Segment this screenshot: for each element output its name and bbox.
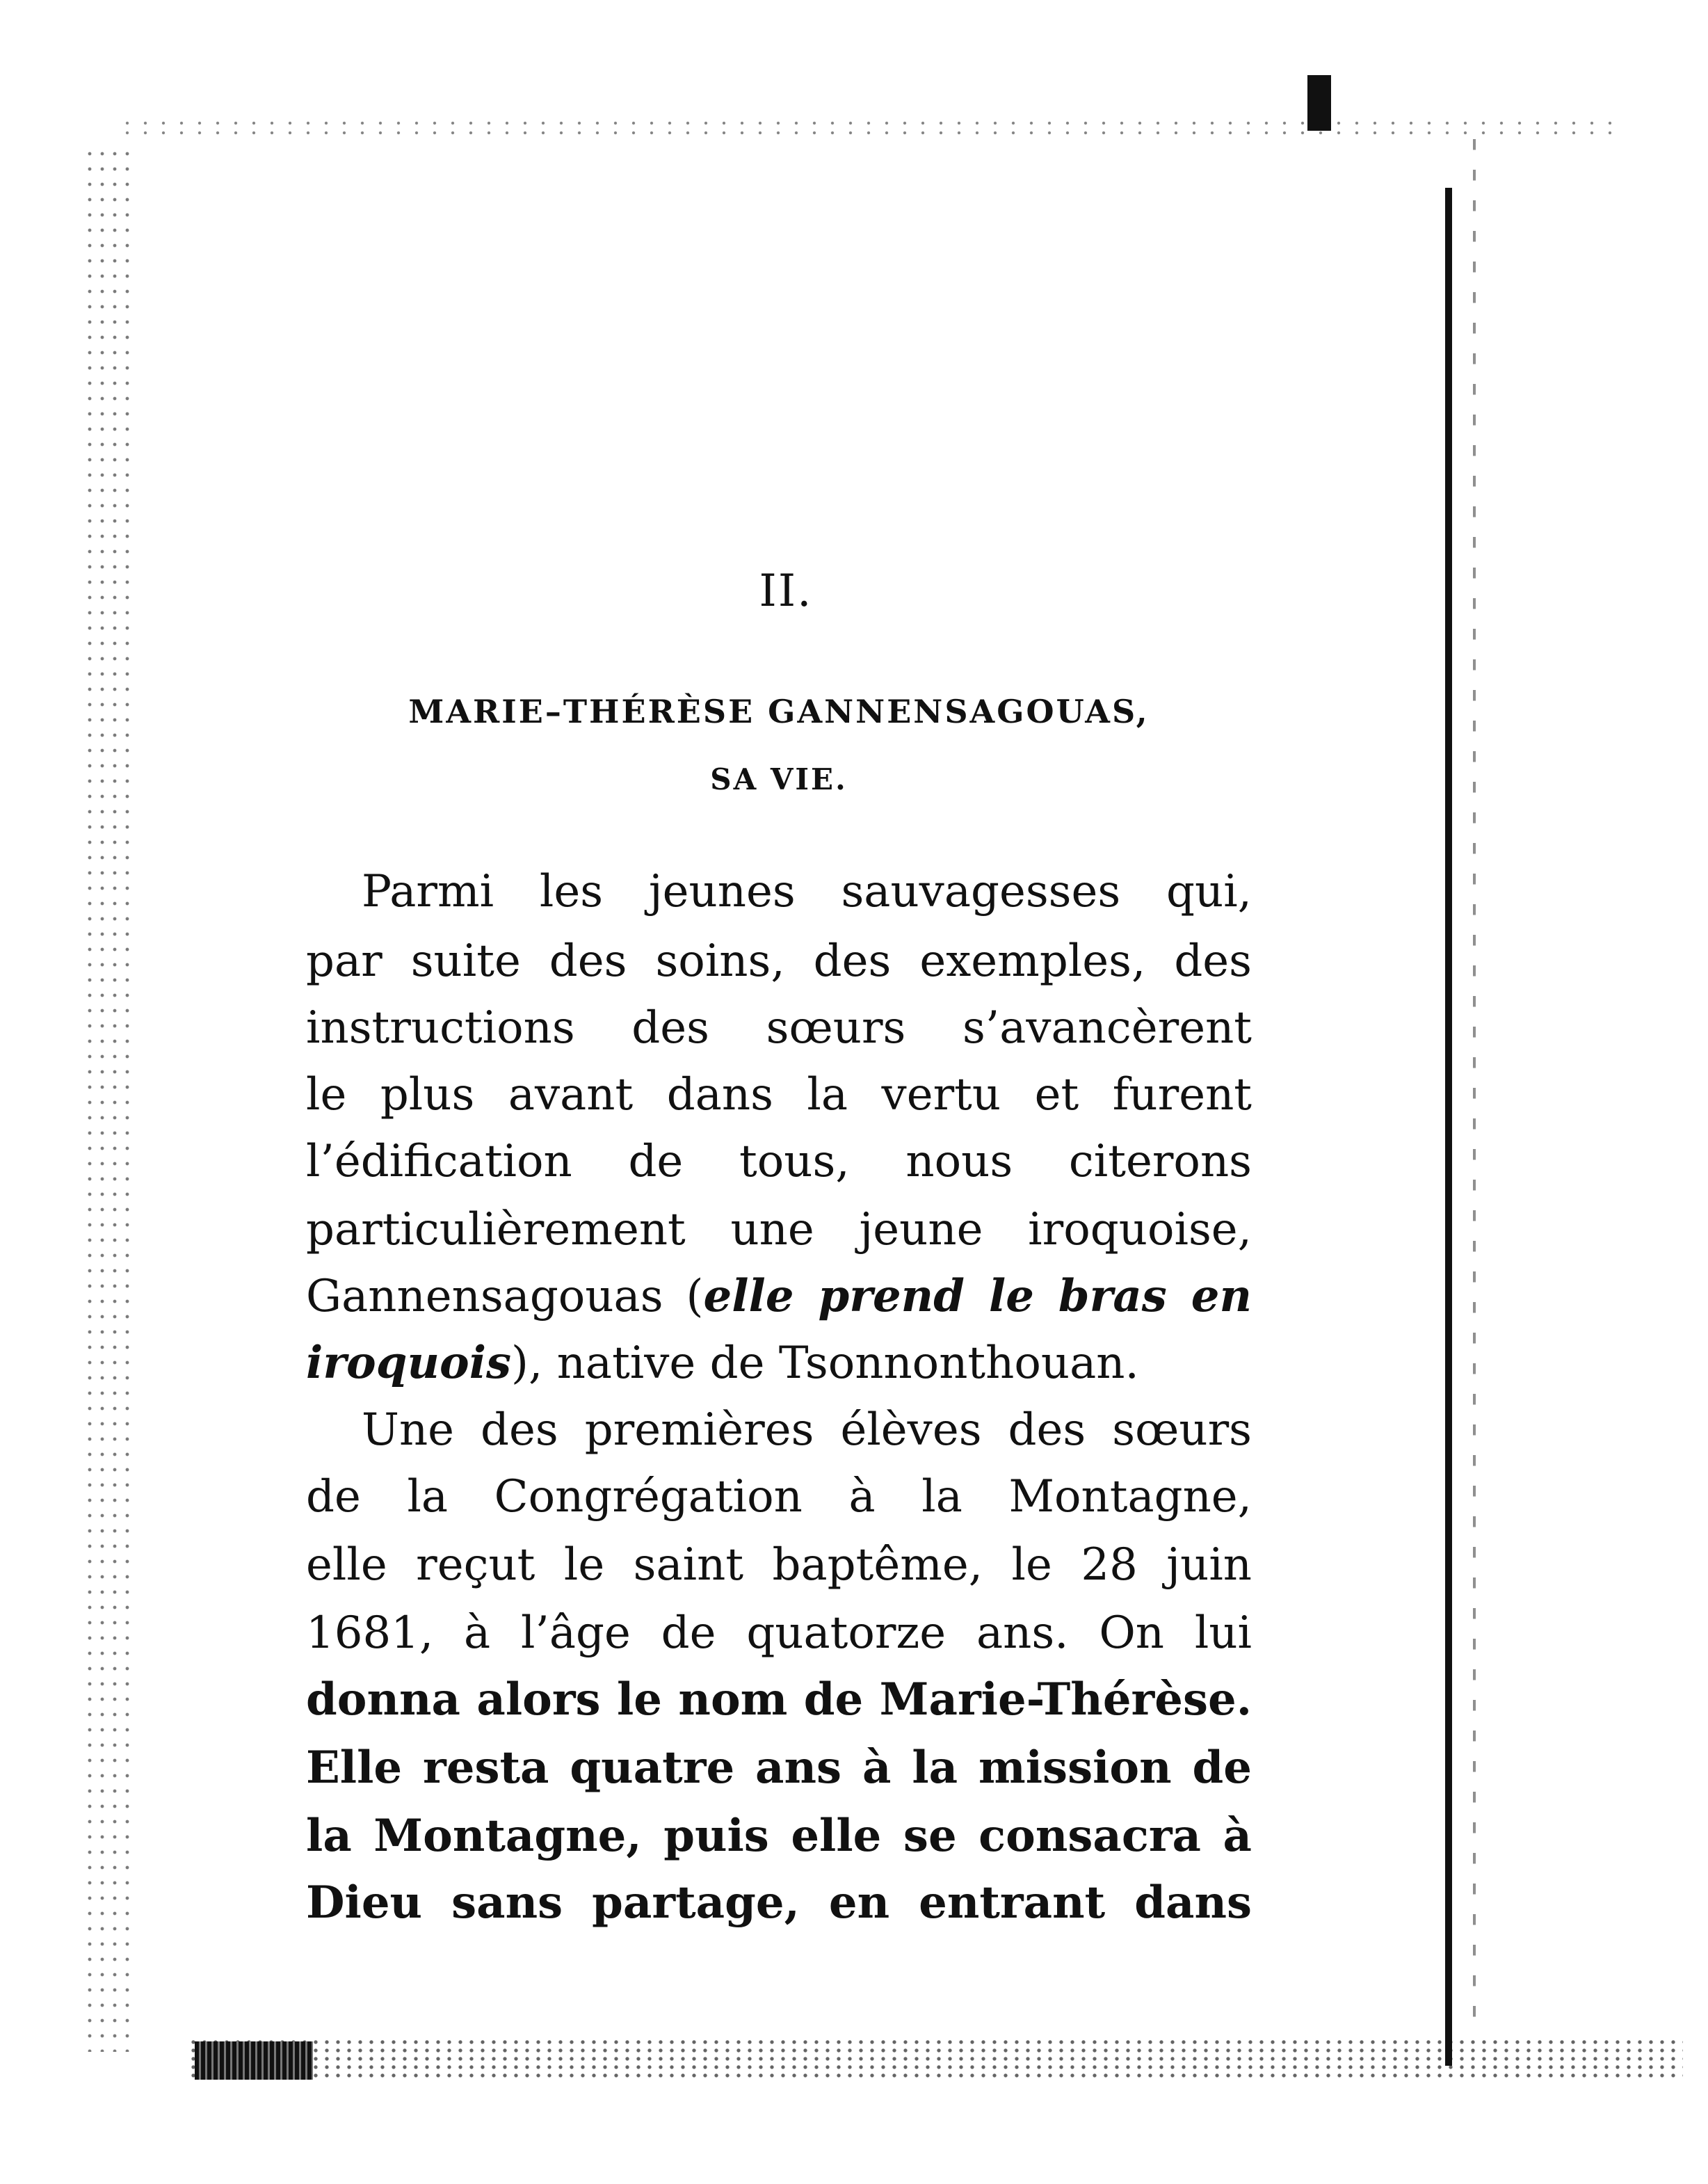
paragraph-2-line-5: donna alors le nom de Marie-Thérèse.	[306, 1673, 1252, 1726]
scan-border-bottom	[188, 2038, 1683, 2080]
page-edge-dots	[1473, 139, 1476, 2031]
paragraph-1-line-4: le plus avant dans la vertu et furent	[306, 1069, 1252, 1121]
italic-gloss-2: iroquois	[306, 1337, 512, 1389]
scan-border-left	[83, 146, 132, 2052]
paragraph-2-line-4: 1681, à l’âge de quatorze ans. On lui	[306, 1607, 1252, 1659]
scan-corner-block	[195, 2041, 313, 2080]
paragraph-2-line-1: Une des premières élèves des sœurs	[362, 1404, 1252, 1456]
page-edge-rule	[1445, 188, 1452, 2066]
paragraph-2-line-3: elle reçut le saint baptême, le 28 juin	[306, 1539, 1252, 1591]
line-7-start: Gannensagouas (	[306, 1271, 704, 1322]
paragraph-1-line-1: Parmi les jeunes sauvagesses qui,	[362, 866, 1252, 917]
paragraph-1-line-3: instructions des sœurs s’avancèrent	[306, 1002, 1252, 1054]
paragraph-2-line-8: Dieu sans partage, en entrant dans	[306, 1877, 1252, 1929]
chapter-title: MARIE–THÉRÈSE GANNENSAGOUAS,	[408, 693, 1150, 730]
paragraph-1-line-8	[306, 1337, 1252, 1389]
paragraph-2-line-2: de la Congrégation à la Montagne,	[306, 1471, 1252, 1523]
paragraph-1-line-5: l’édification de tous, nous citerons	[306, 1136, 1252, 1187]
paragraph-1-line-2: par suite des soins, des exemples, des	[306, 936, 1252, 987]
scan-top-tab	[1307, 75, 1331, 131]
paragraph-1-line-6: particulièrement une jeune iroquoise,	[306, 1204, 1252, 1255]
italic-gloss-1: elle prend le bras en	[703, 1270, 1252, 1322]
line-8-end: ), native de Tsonnonthouan.	[511, 1338, 1139, 1389]
chapter-subtitle: SA VIE.	[710, 762, 848, 796]
paragraph-1-line-7	[306, 1270, 1252, 1322]
chapter-number: II.	[759, 565, 813, 617]
paragraph-2-line-6: Elle resta quatre ans à la mission de	[306, 1742, 1252, 1794]
scan-border-top	[118, 118, 1620, 138]
paragraph-2-line-7: la Montagne, puis elle se consacra à	[306, 1810, 1252, 1862]
